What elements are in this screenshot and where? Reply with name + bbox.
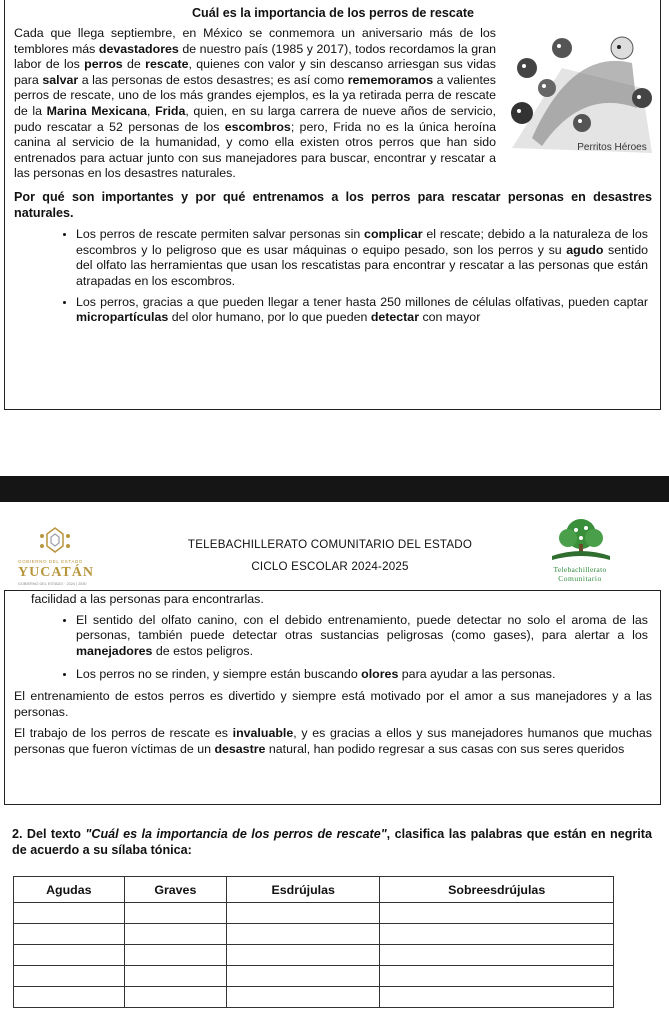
table-cell[interactable] xyxy=(14,924,125,945)
telebachillerato-logo-line2: Comunitario xyxy=(558,574,602,583)
table-header-row xyxy=(14,877,614,903)
bold-word: Frida xyxy=(155,103,186,118)
bullet-list-page1 xyxy=(14,227,652,326)
table-row xyxy=(14,903,614,924)
bullet-item xyxy=(76,227,652,289)
bold-word: complicar xyxy=(364,227,423,242)
classification-table xyxy=(13,876,614,1008)
text-segment: a valientes perros de rescate, uno de los más grandes ejemplos, es la ya retirada perra de rescate de la xyxy=(14,72,496,118)
text-segment: para ayudar a las personas. xyxy=(398,667,556,682)
bold-word: invaluable xyxy=(232,726,294,741)
table-cell[interactable] xyxy=(380,945,614,966)
telebachillerato-tree-icon xyxy=(546,516,616,564)
logo-sub-text: GOBIERNO DEL ESTADO · 2024 | 2030 xyxy=(18,582,87,586)
bold-word: perros xyxy=(84,57,123,72)
bold-word: salvar xyxy=(42,72,79,87)
table-row xyxy=(14,966,614,987)
bullet-list-page2 xyxy=(14,613,652,683)
table-cell[interactable] xyxy=(124,924,226,945)
header-cycle: CICLO ESCOLAR 2024-2025 xyxy=(251,560,409,573)
yucatan-emblem-icon xyxy=(32,526,78,556)
table-cell[interactable] xyxy=(124,945,226,966)
question-2-suffix: , clasifica las palabras que están en negrita de acuerdo a su sílaba tónica: xyxy=(12,827,652,857)
table-cell[interactable] xyxy=(124,987,226,1008)
table-cell[interactable] xyxy=(380,987,614,1008)
bullet-item xyxy=(76,613,652,660)
page-gap xyxy=(0,410,669,476)
text-segment: del olor humano, por lo que pueden xyxy=(168,310,371,325)
text-segment: sentido del olfato las herramientas que usan los rescatistas para encontrar y rescatar a las personas que están atrapadas en los escombros. xyxy=(76,242,648,288)
text-segment: El sentido del olfato canino, con el debido entrenamiento, puede detectar no solo el aroma de las personas, también puede detectar otras sustancias peligrosas (como gases), para alertar a los xyxy=(76,612,648,643)
bold-word: desastre xyxy=(214,741,266,756)
text-segment: Los perros de rescate permiten salvar personas sin xyxy=(76,227,365,242)
table-cell[interactable] xyxy=(227,987,380,1008)
paragraph-invaluable xyxy=(14,726,652,757)
image-caption: Perritos Héroes xyxy=(577,142,647,153)
header-esdrujulas: Esdrújulas xyxy=(227,877,380,903)
article-title: Cuál es la importancia de los perros de rescate xyxy=(191,6,475,20)
bold-word: devastadores xyxy=(98,41,179,56)
bullet-item xyxy=(76,667,652,683)
table-cell[interactable] xyxy=(227,924,380,945)
table-cell[interactable] xyxy=(380,966,614,987)
continuation-first-line: facilidad a las personas para encontrarlas. xyxy=(31,592,264,606)
header-sobreesdrujulas: Sobreesdrújulas xyxy=(380,877,614,903)
table-cell[interactable] xyxy=(227,903,380,924)
text-segment: de xyxy=(122,57,146,72)
table-row xyxy=(14,987,614,1008)
bold-word: rescate xyxy=(145,57,189,72)
table-row xyxy=(14,945,614,966)
bold-word: Marina Mexicana xyxy=(46,103,147,118)
text-segment: Cada que llega septiembre, en México se conmemora un aniversario más de los temblores más xyxy=(14,26,496,56)
table-cell[interactable] xyxy=(14,945,125,966)
question-2-quoted-title: "Cuál es la importancia de los perros de rescate" xyxy=(85,827,387,841)
page-separator-bar xyxy=(0,476,669,502)
logo-top-text: GOBIERNO DEL ESTADO xyxy=(18,559,83,564)
section-heading: Por qué son importantes y por qué entrenamos a los perros para rescatar personas en desastres naturales. xyxy=(14,189,652,220)
yucatan-logo-text: YUCATÁN xyxy=(18,565,94,580)
text-segment: , y es gracias a ellos y sus manejadores humanos que muchas personas que fueron víctimas de un xyxy=(14,726,652,756)
telebachillerato-logo-line1: Telebachillerato xyxy=(553,565,607,574)
bullet-item xyxy=(76,295,652,326)
table-cell[interactable] xyxy=(124,903,226,924)
table-cell[interactable] xyxy=(227,966,380,987)
text-segment: El trabajo de los perros de rescate es xyxy=(14,726,233,741)
text-segment: el rescate; debido a la naturaleza de los escombros y lo peligroso que es usar máquinas o equipo pesado, son los perros y su xyxy=(76,227,648,257)
page-header xyxy=(0,502,669,590)
table-cell[interactable] xyxy=(124,966,226,987)
bold-word: rememoramos xyxy=(347,72,434,87)
text-segment: de estos peligros. xyxy=(152,643,254,658)
text-segment: natural, han podido regresar a sus casas con sus seres queridos xyxy=(265,741,625,756)
table-row xyxy=(14,924,614,945)
table-cell[interactable] xyxy=(14,987,125,1008)
text-segment: Los perros no se rinden, y siempre están buscando xyxy=(76,667,362,682)
bold-word: escombros xyxy=(224,119,291,134)
table-cell[interactable] xyxy=(380,924,614,945)
table-cell[interactable] xyxy=(227,945,380,966)
table-cell[interactable] xyxy=(14,966,125,987)
bold-word: olores xyxy=(361,667,399,682)
article-box xyxy=(4,0,661,410)
text-segment: de nuestro país (1985 y 2017), todos recordamos la gran labor de los xyxy=(14,41,496,72)
bold-word: micropartículas xyxy=(76,310,169,325)
bold-word: detectar xyxy=(370,310,420,325)
text-segment: ; pero, Frida no es la única heroína canina al servicio de la humanidad, y como ella existen otros perros que han sido entrenados para actuar junto con sus manejadores para buscar, encontrar y rescatar a las personas en los desastres naturales. xyxy=(14,119,496,181)
text-segment: Los perros, gracias a que pueden llegar a tener hasta 250 millones de células olfativas, pueden captar xyxy=(76,294,648,309)
bold-word: agudo xyxy=(566,242,604,257)
table-cell[interactable] xyxy=(380,903,614,924)
rescue-dogs-illustration xyxy=(502,28,652,168)
text-segment: , quien, en su larga carrera de nueve años de servicio, pudo rescatar a 52 personas de los xyxy=(14,103,496,134)
header-title: TELEBACHILLERATO COMUNITARIO DEL ESTADO xyxy=(187,538,473,551)
table-cell[interactable] xyxy=(14,903,125,924)
header-agudas: Agudas xyxy=(14,877,125,903)
text-segment: , quienes con valor y sin descanso arriesgan sus vidas para xyxy=(14,57,496,87)
question-2-prefix: 2. Del texto xyxy=(12,827,86,841)
continuation-box xyxy=(4,590,661,805)
header-graves: Graves xyxy=(124,877,226,903)
text-segment: con mayor xyxy=(419,310,481,325)
text-segment: a las personas de estos desastres; es así como xyxy=(78,72,348,87)
text-segment: , xyxy=(147,103,156,118)
paragraph-training: El entrenamiento de estos perros es divertido y siempre está motivado por el amor a sus manejadores y a las personas. xyxy=(14,688,652,719)
question-2 xyxy=(12,827,652,858)
bold-word: manejadores xyxy=(76,643,153,658)
